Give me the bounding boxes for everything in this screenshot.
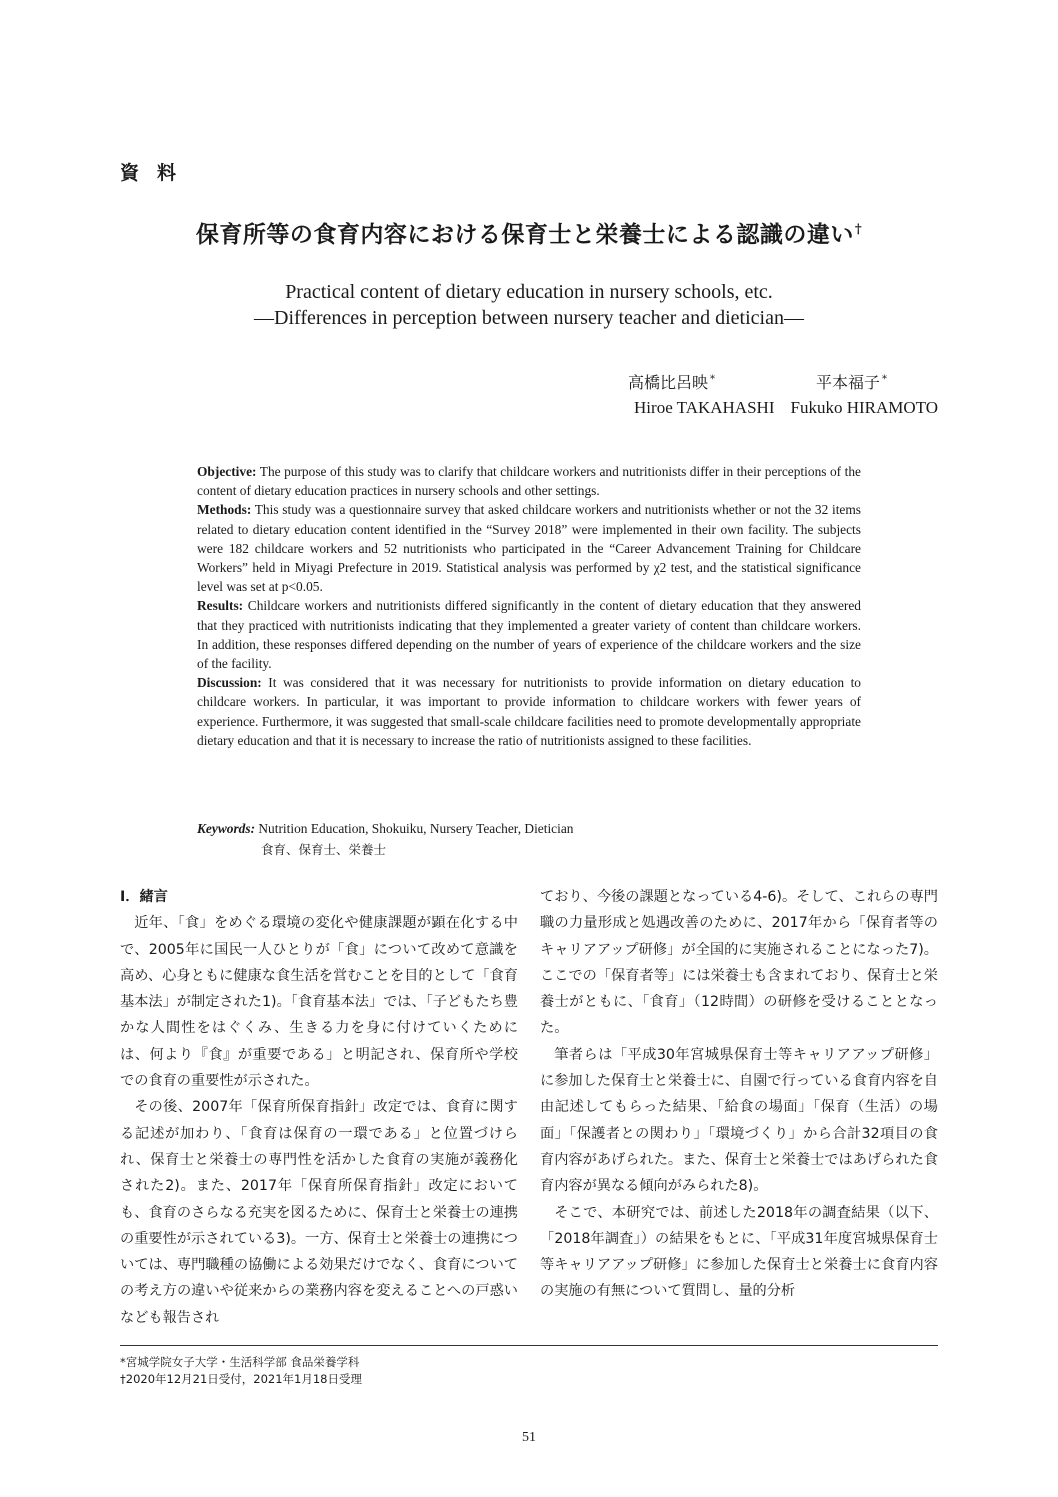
abstract-discussion xyxy=(197,673,861,750)
abstract-objective-label: Objective: xyxy=(197,464,257,479)
author-jp-2-name: 平本福子 xyxy=(816,373,881,392)
section-heading-introduction: Ⅰ．緒言 xyxy=(120,889,168,905)
footnote-divider xyxy=(120,1345,938,1346)
body-column-left xyxy=(120,884,518,1331)
title-japanese-text: 保育所等の食育内容における保育士と栄養士による認識の違い xyxy=(195,221,854,248)
body-column-right xyxy=(540,884,938,1305)
body-paragraph: ており、今後の課題となっている4-6)。そして、これらの専門職の力量形成と処遇改善のために、2017年から「保育者等のキャリアアップ研修」が全国的に実施されることになった7)。ここでの「保育者等」には栄養士も含まれており、保育士と栄養士がともに、「食育」（12時間）の研修を受けることとなった。 xyxy=(540,889,938,1037)
author-jp-1-name: 高橋比呂映 xyxy=(628,373,709,392)
abstract-methods-label: Methods: xyxy=(197,502,252,518)
keywords-japanese: 食育、保育士、栄養士 xyxy=(261,842,387,857)
body-paragraph: その後、2007年「保育所保育指針」改定では、食育に関する記述が加わり、「食育は保育の一環である」と位置づけられ、保育士と栄養士の専門性を活かした食育の実施が義務化された2)。また、2017年「保育所保育指針」改定においても、食育のさらなる充実を図るために、保育士と栄養士の連携の重要性が示されている3)。一方、保育士と栄養士の連携については、専門職種の協働による効果だけでなく、食育についての考え方の違いや従来からの業務内容を変えることへの戸惑いなども報告され xyxy=(120,1099,518,1326)
title-footnote-mark: † xyxy=(854,222,863,238)
abstract-discussion-label: Discussion: xyxy=(197,675,262,691)
abstract-methods-text: This study was a questionnaire survey that asked childcare workers and nutritionists whether or not the 32 items related to dietary education content identified in the “Survey 2018” were implemented in their own facility. The subjects were 182 childcare workers and 52 nutritionists who participated in the “Career Advancement Training for Childcare Workers” held in Miyagi Prefecture in 2019. Statistical analysis was performed by χ2 test, and the statistical significance level was set at p<0.05. xyxy=(197,502,861,595)
body-paragraph: 近年、「食」をめぐる環境の変化や健康課題が顕在化する中で、2005年に国民一人ひとりが「食」について改めて意識を高め、心身ともに健康な食生活を営むことを目的として「食育基本法」が制定された1)。「食育基本法」では、「子どもたち豊かな人間性をはぐくみ、生きる力を身に付けていくためには、何より『食』が重要である」と明記され、保育所や学校での食育の重要性が示された。 xyxy=(120,915,518,1090)
abstract-objective-text: The purpose of this study was to clarify that childcare workers and nutritionists differ in their perceptions of the content of dietary education practices in nursery schools and other settings. xyxy=(197,464,861,499)
abstract-results-label: Results: xyxy=(197,598,244,614)
body-paragraph: そこで、本研究では、前述した2018年の調査結果（以下、「2018年調査」）の結果をもとに、「平成31年度宮城県保育士等キャリアアップ研修」に参加した保育士と栄養士に食育内容の実施の有無について質問し、量的分析 xyxy=(540,1204,938,1300)
title-english-line-2: ―Differences in perception between nursery teacher and dietician― xyxy=(254,307,804,329)
abstract xyxy=(197,462,861,750)
author-jp-1 xyxy=(628,370,715,393)
abstract-results xyxy=(197,596,861,673)
author-jp-2-mark: * xyxy=(882,373,888,385)
title-english-line-1: Practical content of dietary education in nursery schools, etc. xyxy=(285,281,773,303)
author-jp-1-mark: * xyxy=(710,373,716,385)
footnote-affiliation: *宮城学院女子大学・生活科学部 食品栄養学科 xyxy=(120,1355,360,1369)
keywords-label: Keywords: xyxy=(197,821,256,836)
section-label: 資料 xyxy=(120,162,195,184)
author-en-1: Hiroe TAKAHASHI xyxy=(634,398,775,417)
keywords xyxy=(197,818,574,860)
abstract-discussion-text: It was considered that it was necessary for nutritionists to provide information on dietary education to childcare workers. In particular, it was important to provide information to childcare workers with fewer years of experience. Furthermore, it was suggested that small-scale childcare facilities need to promote developmentally appropriate dietary education and that it is necessary to increase the ratio of nutritionists assigned to these facilities. xyxy=(197,675,861,748)
keywords-english: Nutrition Education, Shokuiku, Nursery Teacher, Dietician xyxy=(255,821,574,836)
page-number: 51 xyxy=(522,1430,536,1445)
title-english xyxy=(0,279,1058,331)
footnote-dates: †2020年12月21日受付，2021年1月18日受理 xyxy=(120,1372,362,1386)
abstract-results-text: Childcare workers and nutritionists differed significantly in the content of dietary education that they answered that they practiced with nutritionists indicating that they implemented a greater variety of content than childcare workers. In addition, these responses differed depending on the number of years of experience of the childcare workers and the size of the facility. xyxy=(197,598,861,672)
abstract-objective xyxy=(197,462,861,500)
body-paragraph: 筆者らは「平成30年宮城県保育士等キャリアアップ研修」に参加した保育士と栄養士に、自園で行っている食育内容を自由記述してもらった結果、「給食の場面」「保育（生活）の場面」「保護者との関わり」「環境づくり」から合計32項目の食育内容があげられた。また、保育士と栄養士ではあげられた食育内容が異なる傾向がみられた8)。 xyxy=(540,1046,938,1195)
authors-english xyxy=(634,398,938,418)
footnotes xyxy=(120,1354,362,1388)
abstract-methods xyxy=(197,500,861,596)
author-en-2: Fukuko HIRAMOTO xyxy=(790,398,938,417)
author-jp-2 xyxy=(816,370,887,393)
title-japanese xyxy=(0,216,1058,249)
